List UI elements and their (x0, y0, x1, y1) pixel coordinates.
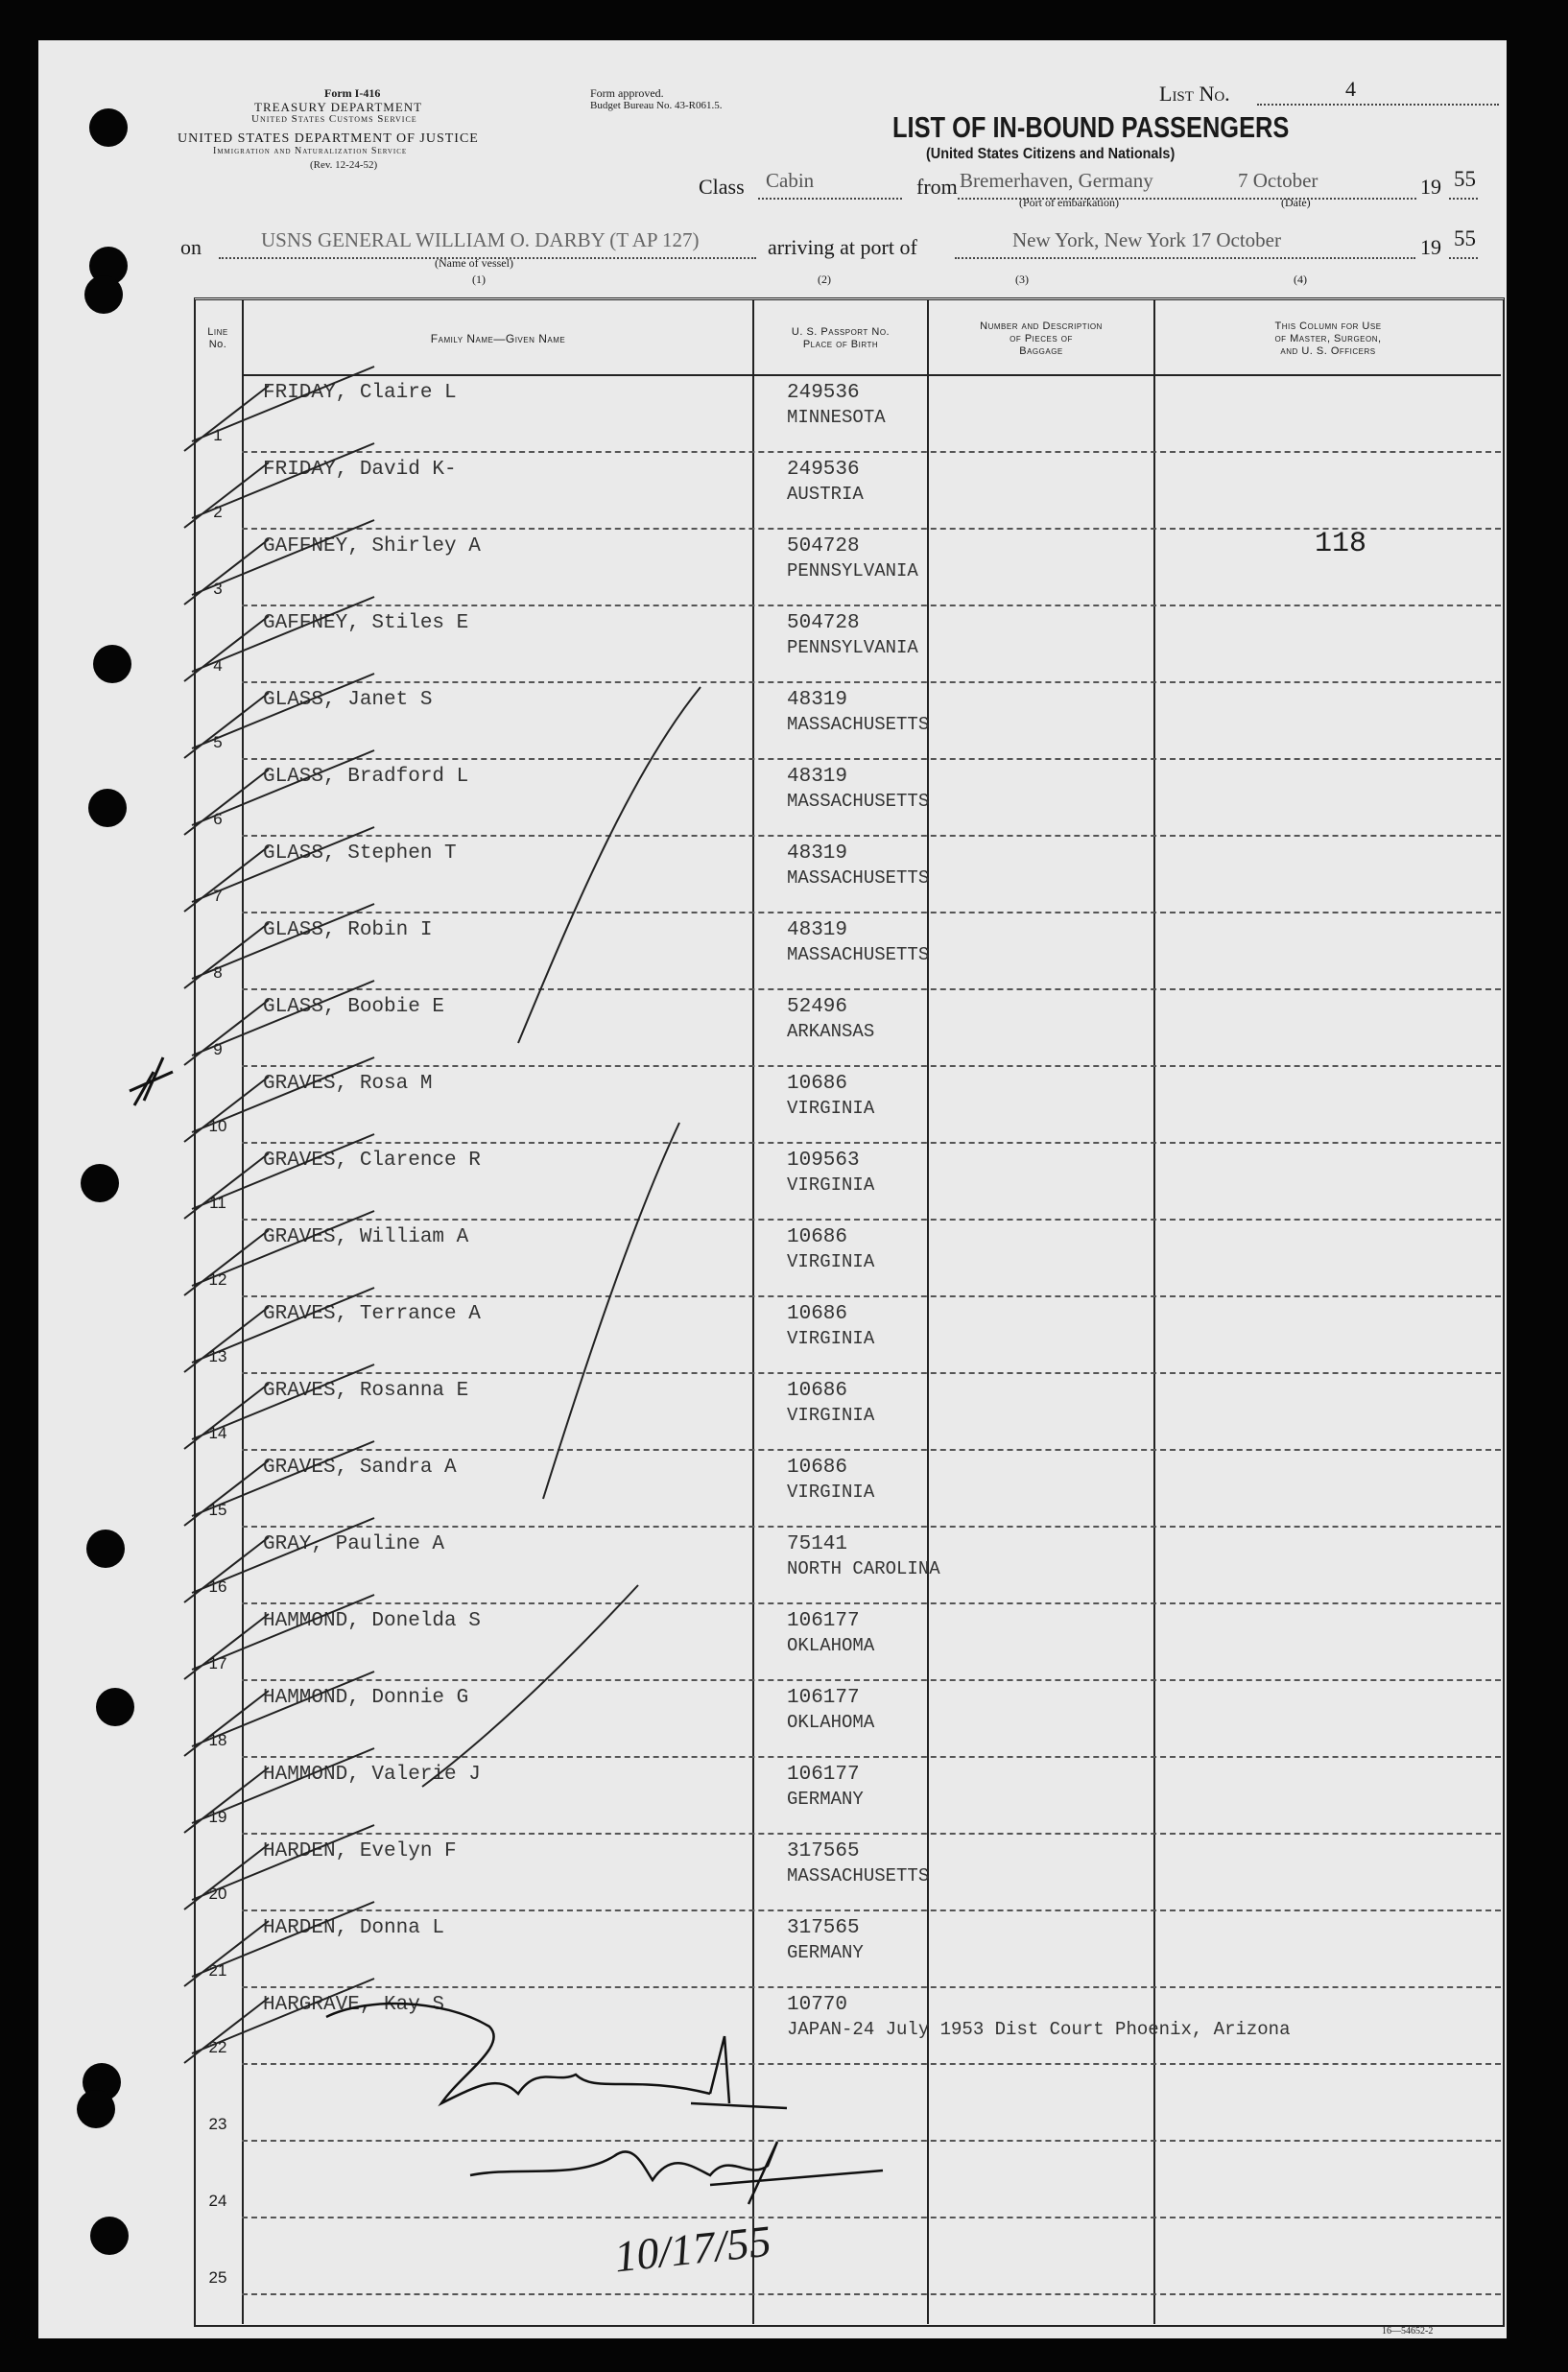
line-number: 5 (213, 733, 223, 751)
line-number: 17 (208, 1654, 227, 1672)
binder-hole (77, 2090, 115, 2128)
line-number: 22 (208, 2038, 227, 2056)
line-number: 11 (209, 1194, 226, 1212)
year2-prefix: 19 (1420, 235, 1441, 259)
place-of-birth: PENNSYLVANIA (787, 560, 918, 581)
col-ref-1: (1) (472, 273, 486, 286)
place-of-birth: VIRGINIA (787, 1328, 875, 1349)
immigration-service: Immigration and Naturalization Service (213, 146, 408, 156)
passenger-name: GRAVES, Rosa M (263, 1073, 433, 1095)
binder-hole (89, 108, 128, 147)
header-officers (1155, 320, 1501, 358)
table-row (38, 453, 1507, 530)
line-number: 1 (213, 426, 223, 444)
year2-line (1449, 257, 1478, 259)
class-label: Class (699, 175, 745, 199)
header-officers-2: of Master, Surgeon, (1274, 333, 1382, 344)
passenger-name: HARGRAVE, Kay S (263, 1994, 445, 2016)
year-line (1449, 198, 1478, 200)
passenger-name: GRAVES, Terrance A (263, 1303, 481, 1325)
table-row (38, 760, 1507, 837)
line-number: 7 (213, 887, 223, 905)
place-of-birth: VIRGINIA (787, 1405, 875, 1426)
binder-hole (81, 1164, 119, 1202)
passenger-name: HAMMOND, Valerie J (263, 1764, 481, 1786)
officer-note: 118 (1315, 528, 1367, 560)
place-of-birth: OKLAHOMA (787, 1635, 875, 1656)
year2-value: 55 (1454, 226, 1476, 250)
place-of-birth: VIRGINIA (787, 1482, 875, 1503)
year-prefix: 19 (1420, 175, 1441, 199)
binder-hole (86, 1530, 125, 1568)
line-number: 14 (208, 1424, 227, 1442)
table-row (38, 1528, 1507, 1604)
line-number: 9 (213, 1040, 223, 1058)
customs-service: United States Customs Service (251, 113, 417, 125)
line-number: 12 (208, 1270, 227, 1289)
line-number: 13 (208, 1347, 227, 1365)
line-number: 18 (208, 1731, 227, 1749)
revision-date: (Rev. 12-24-52) (310, 159, 378, 171)
passport-number: 48319 (787, 919, 848, 941)
binder-hole (88, 789, 127, 827)
place-of-birth: MASSACHUSETTS (787, 1865, 930, 1886)
on-label: on (180, 235, 202, 259)
form-approved: Form approved. (590, 86, 664, 100)
header-baggage-1: Number and Description (980, 320, 1103, 332)
binder-hole (84, 275, 123, 314)
table-row (38, 837, 1507, 913)
header-passport (754, 326, 927, 351)
year-value: 55 (1454, 167, 1476, 191)
list-number-label: List No. (1159, 82, 1230, 106)
list-number-line (1257, 104, 1499, 106)
vessel-name: USNS GENERAL WILLIAM O. DARBY (T AP 127) (261, 228, 700, 251)
line-number: 16 (208, 1577, 227, 1596)
line-number: 25 (208, 2268, 227, 2287)
footer-code: 16—54652-2 (1382, 2326, 1434, 2336)
passport-number: 504728 (787, 535, 860, 557)
table-row (38, 1835, 1507, 1911)
date-stamp-handwritten: 10/17/55 (611, 2216, 773, 2282)
passenger-name: GLASS, Stephen T (263, 842, 457, 865)
date-caption: (Date) (1281, 196, 1311, 209)
passenger-name: GLASS, Janet S (263, 689, 433, 711)
form-subtitle: (United States Citizens and Nationals) (926, 146, 1176, 162)
passport-number: 52496 (787, 996, 848, 1018)
header-officers-1: This Column for Use (1274, 320, 1382, 332)
passenger-name: GRAVES, Rosanna E (263, 1380, 469, 1402)
passenger-name: HARDEN, Evelyn F (263, 1840, 457, 1862)
table-row (38, 1988, 1507, 2065)
from-label: from (916, 175, 958, 199)
passport-number: 75141 (787, 1533, 848, 1555)
place-of-birth: GERMANY (787, 1789, 864, 1810)
passenger-name: GRAVES, William A (263, 1226, 469, 1248)
table-row (38, 1758, 1507, 1835)
table-row (38, 2142, 1507, 2218)
passenger-name: GRAVES, Sandra A (263, 1457, 457, 1479)
line-number: 4 (213, 656, 223, 675)
passport-number: 249536 (787, 382, 860, 404)
place-of-birth: VIRGINIA (787, 1251, 875, 1272)
passport-number: 48319 (787, 689, 848, 711)
table-row (38, 376, 1507, 453)
arrival-port-date: New York, New York 17 October (1012, 228, 1281, 251)
binder-hole (96, 1688, 134, 1726)
col-ref-2: (2) (818, 273, 831, 286)
header-passport-2: Place of Birth (802, 339, 879, 350)
col-ref-3: (3) (1015, 273, 1029, 286)
table-row (38, 1911, 1507, 1988)
header-line-no-2: No. (208, 339, 227, 350)
place-of-birth: ARKANSAS (787, 1021, 875, 1042)
line-number: 2 (213, 503, 223, 521)
table-row (38, 606, 1507, 683)
class-value: Cabin (766, 169, 815, 192)
form-number: Form I-416 (324, 86, 381, 100)
passport-number: 10686 (787, 1303, 848, 1325)
binder-hole (93, 645, 131, 683)
passport-number: 106177 (787, 1687, 860, 1709)
passport-number: 504728 (787, 612, 860, 634)
embarkation-date: 7 October (1238, 169, 1319, 192)
table-row (38, 1604, 1507, 1681)
passenger-name: GAFFNEY, Shirley A (263, 535, 481, 557)
place-of-birth: AUSTRIA (787, 484, 864, 505)
treasury-department: TREASURY DEPARTMENT (254, 100, 423, 114)
passenger-name: FRIDAY, Claire L (263, 382, 457, 404)
place-of-birth: VIRGINIA (787, 1174, 875, 1196)
passenger-name: GLASS, Boobie E (263, 996, 445, 1018)
line-number: 24 (208, 2192, 227, 2210)
table-row (38, 1374, 1507, 1451)
passenger-name: HAMMOND, Donnie G (263, 1687, 469, 1709)
table-row (38, 1067, 1507, 1144)
header-baggage-3: Baggage (1019, 345, 1063, 357)
table-row (38, 1144, 1507, 1221)
line-number: 8 (213, 963, 223, 982)
list-number-value: 4 (1345, 77, 1356, 101)
table-row (38, 530, 1507, 606)
vessel-caption: (Name of vessel) (435, 256, 513, 270)
table-row (38, 1681, 1507, 1758)
passenger-name: HARDEN, Donna L (263, 1917, 445, 1939)
table-row (38, 990, 1507, 1067)
line-number: 10 (208, 1117, 227, 1135)
place-of-birth: JAPAN-24 July 1953 Dist Court Phoenix, Arizona (787, 2019, 1291, 2040)
place-of-birth: GERMANY (787, 1942, 864, 1963)
passport-number: 317565 (787, 1917, 860, 1939)
passport-number: 10686 (787, 1073, 848, 1095)
line-number: 3 (213, 580, 223, 598)
place-of-birth: MASSACHUSETTS (787, 944, 930, 965)
justice-department: UNITED STATES DEPARTMENT OF JUSTICE (178, 131, 479, 146)
header-baggage (929, 320, 1153, 358)
passenger-name: GRAY, Pauline A (263, 1533, 445, 1555)
header-officers-3: and U. S. Officers (1280, 345, 1376, 357)
place-of-birth: OKLAHOMA (787, 1712, 875, 1733)
place-of-birth: MINNESOTA (787, 407, 886, 428)
passenger-name: GRAVES, Clarence R (263, 1150, 481, 1172)
form-page (38, 40, 1507, 2338)
table-row (38, 913, 1507, 990)
passport-number: 249536 (787, 459, 860, 481)
place-of-birth: NORTH CAROLINA (787, 1558, 940, 1579)
header-line-no-1: Line (207, 326, 228, 338)
header-passport-1: U. S. Passport No. (791, 326, 891, 338)
place-of-birth: PENNSYLVANIA (787, 637, 918, 658)
arrival-line (955, 257, 1415, 259)
line-number: 21 (208, 1961, 227, 1980)
table-row (38, 683, 1507, 760)
passenger-name: GLASS, Robin I (263, 919, 433, 941)
passport-number: 10770 (787, 1994, 848, 2016)
arriving-label: arriving at port of (768, 235, 917, 259)
header-baggage-2: of Pieces of (1010, 333, 1073, 344)
passenger-name: HAMMOND, Donelda S (263, 1610, 481, 1632)
binder-hole (90, 2217, 129, 2255)
row-divider (242, 2293, 1501, 2295)
place-of-birth: MASSACHUSETTS (787, 867, 930, 889)
passport-number: 48319 (787, 766, 848, 788)
table-row (38, 2065, 1507, 2142)
place-of-birth: VIRGINIA (787, 1098, 875, 1119)
table-row (38, 1297, 1507, 1374)
passenger-name: GAFFNEY, Stiles E (263, 612, 469, 634)
passport-number: 10686 (787, 1457, 848, 1479)
line-number: 19 (208, 1808, 227, 1826)
port-caption: (Port of embarkation) (1019, 196, 1119, 209)
place-of-birth: MASSACHUSETTS (787, 714, 930, 735)
form-title: LIST OF IN-BOUND PASSENGERS (892, 110, 1290, 144)
passenger-name: GLASS, Bradford L (263, 766, 469, 788)
passenger-name: FRIDAY, David K- (263, 459, 457, 481)
place-of-birth: MASSACHUSETTS (787, 791, 930, 812)
passport-number: 10686 (787, 1226, 848, 1248)
line-number: 20 (208, 1885, 227, 1903)
class-line (758, 198, 902, 200)
passport-number: 106177 (787, 1610, 860, 1632)
col-ref-4: (4) (1294, 273, 1307, 286)
port-of-embarkation: Bremerhaven, Germany (960, 169, 1153, 192)
passport-number: 10686 (787, 1380, 848, 1402)
budget-bureau: Budget Bureau No. 43-R061.5. (590, 100, 723, 111)
table-row (38, 1221, 1507, 1297)
header-name: Family Name—Given Name (430, 332, 566, 345)
passport-number: 106177 (787, 1764, 860, 1786)
line-number: 6 (213, 810, 223, 828)
passport-number: 109563 (787, 1150, 860, 1172)
passport-number: 317565 (787, 1840, 860, 1862)
passport-number: 48319 (787, 842, 848, 865)
line-number: 23 (208, 2115, 227, 2133)
line-number: 15 (208, 1501, 227, 1519)
header-line-no (194, 326, 242, 351)
table-row (38, 1451, 1507, 1528)
